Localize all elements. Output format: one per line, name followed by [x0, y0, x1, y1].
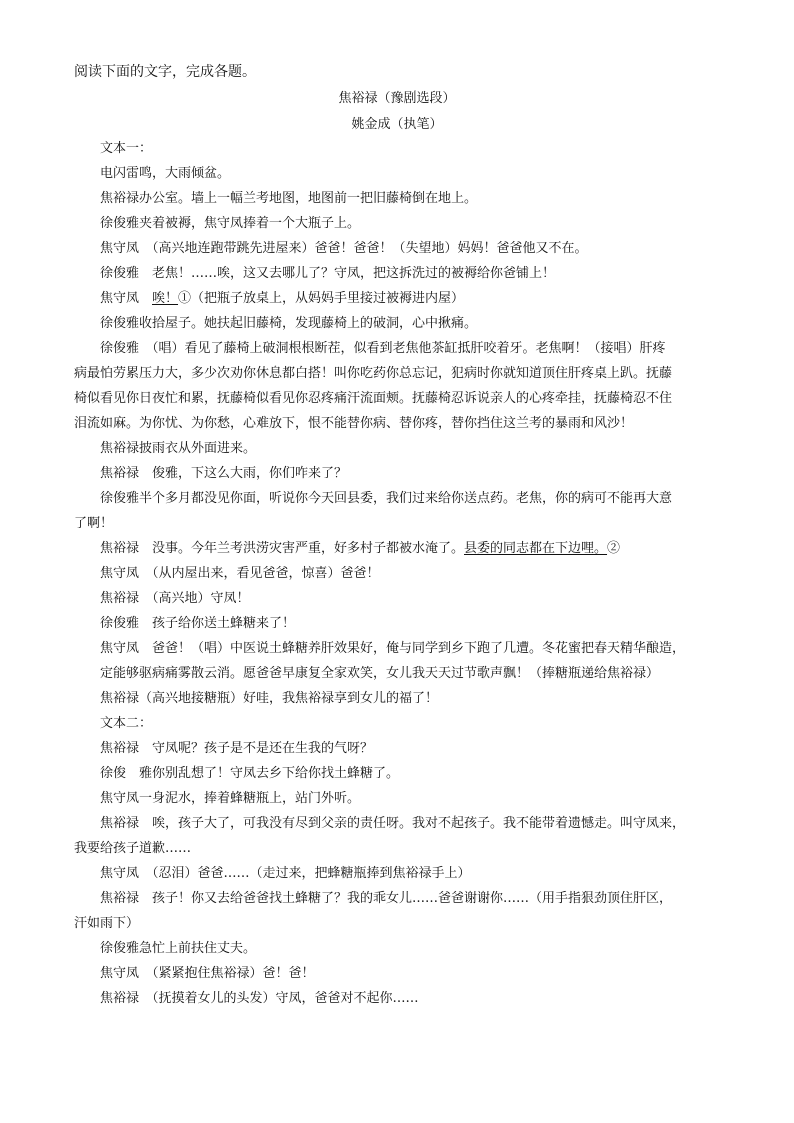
question-marker: ①	[178, 291, 192, 306]
text-line: 徐俊雅收拾屋子。她扶起旧藤椅，发现藤椅上的破洞，心中揪痛。	[100, 316, 478, 331]
text-line: 徐俊雅 （唱）看见了藤椅上破洞根根断茬，似看到老焦他茶缸抵肝咬着牙。老焦啊！（接唱）肝疼	[100, 341, 666, 356]
text-line: 电闪雷鸣，大雨倾盆。	[100, 166, 231, 181]
text-line: 焦裕禄（高兴地接糖瓶）好哇，我焦裕禄享到女儿的福了！	[100, 691, 439, 706]
text-line: 焦裕禄 （抚摸着女儿的头发）守凤，爸爸对不起你……	[100, 991, 419, 1006]
text-line: 焦守凤 （忍泪）爸爸……（走过来，把蜂糖瓶捧到焦裕禄手上）	[100, 866, 471, 881]
speaker-prefix: 焦守凤	[100, 291, 153, 306]
text-line: 我要给孩子道歉……	[74, 841, 192, 856]
text-line: 焦裕禄 守凤呢？孩子是不是还在生我的气呀？	[100, 741, 374, 756]
question-marker: ②	[607, 541, 621, 556]
text-line: 徐俊雅半个多月都没见你面，听说你今天回县委，我们过来给你送点药。老焦，你的病可不能再大意	[100, 491, 673, 506]
text-line: 焦守凤 爸爸！（唱）中医说土蜂糖养肝效果好，俺与同学到乡下跑了几遭。冬花蜜把春天精华酿造，	[100, 641, 686, 656]
stage-direction: （把瓶子放桌上，从妈妈手里接过被褥进内屋）	[191, 291, 465, 306]
title: 焦裕禄（豫剧选段）	[338, 91, 456, 106]
text-line: 泪流如麻。为你忧、为你愁，心难放下，恨不能替你病、替你疼，替你挡住这兰考的暴雨和风沙！	[74, 416, 634, 431]
author: 姚金成（执笔）	[351, 117, 443, 132]
text-line: 徐俊雅急忙上前扶住丈夫。	[100, 941, 257, 956]
text-line-marked	[100, 291, 464, 307]
text-line: 徐俊雅夹着被褥，焦守凤捧着一个大瓶子上。	[100, 216, 361, 231]
text-line: 焦守凤 （从内屋出来，看见爸爸，惊喜）爸爸！	[100, 566, 380, 581]
text-line: 文本二：	[100, 716, 153, 731]
text-line: 焦裕禄披雨衣从外面进来。	[100, 441, 257, 456]
text-line: 病最怕劳累压力大，多少次劝你休息都白搭！叫你吃药你总忘记，犯病时你就知道顶住肝疼桌上趴。抚藤	[74, 366, 673, 381]
text-line: 焦裕禄办公室。墙上一幅兰考地图，地图前一把旧藤椅倒在地上。	[100, 191, 478, 206]
text-line: 焦裕禄 俊雅，下这么大雨，你们咋来了？	[100, 466, 348, 481]
text-line: 椅似看见你日夜忙和累，抚藤椅似看见你忍疼痛汗流面颊。抚藤椅忍诉说亲人的心疼牵挂，抚藤椅忍不住	[74, 391, 673, 406]
text-line: 定能够驱病痛雾散云消。愿爸爸早康复全家欢笑，女儿我天天过节歌声飘！（捧糖瓶递给焦裕禄）	[100, 666, 660, 681]
text-line: 焦裕禄 唉，孩子大了，可我没有尽到父亲的责任呀。我对不起孩子。我不能带着遗憾走。叫守凤来，	[100, 816, 686, 831]
text-line: 了啊！	[74, 516, 114, 531]
text-line: 焦守凤 （高兴地连跑带跳先进屋来）爸爸！爸爸！（失望地）妈妈！爸爸他又不在。	[100, 241, 588, 256]
text-line-marked	[100, 541, 620, 557]
text-line: 徐俊雅 孩子给你送土蜂糖来了！	[100, 616, 296, 631]
text-line: 徐俊雅 老焦！……唉，这又去哪儿了？守凤，把这拆洗过的被褥给你爸铺上！	[100, 266, 556, 281]
underlined-phrase: 唉！	[152, 291, 179, 306]
instruction: 阅读下面的文字，完成各题。	[74, 64, 256, 80]
text-line: 焦裕禄 孩子！你又去给爸爸找土蜂糖了？我的乖女儿……爸爸谢谢你……（用手指狠劲顶住肝区，	[100, 891, 673, 906]
text-line: 焦守凤一身泥水，捧着蜂糖瓶上，站门外听。	[100, 791, 361, 806]
text-line: 汗如雨下）	[74, 916, 140, 931]
text-line: 焦裕禄 （高兴地）守凤！	[100, 591, 250, 606]
text-line: 文本一：	[100, 141, 153, 156]
text-line: 焦守凤 （紧紧抱住焦裕禄）爸！爸！	[100, 966, 315, 981]
text-line: 徐俊 雅你别乱想了！守凤去乡下给你找土蜂糖了。	[100, 766, 400, 781]
dialogue: 焦裕禄 没事。今年兰考洪涝灾害严重，好多村子都被水淹了。	[100, 541, 465, 556]
underlined-sentence: 县委的同志都在下边哩。	[464, 541, 608, 556]
